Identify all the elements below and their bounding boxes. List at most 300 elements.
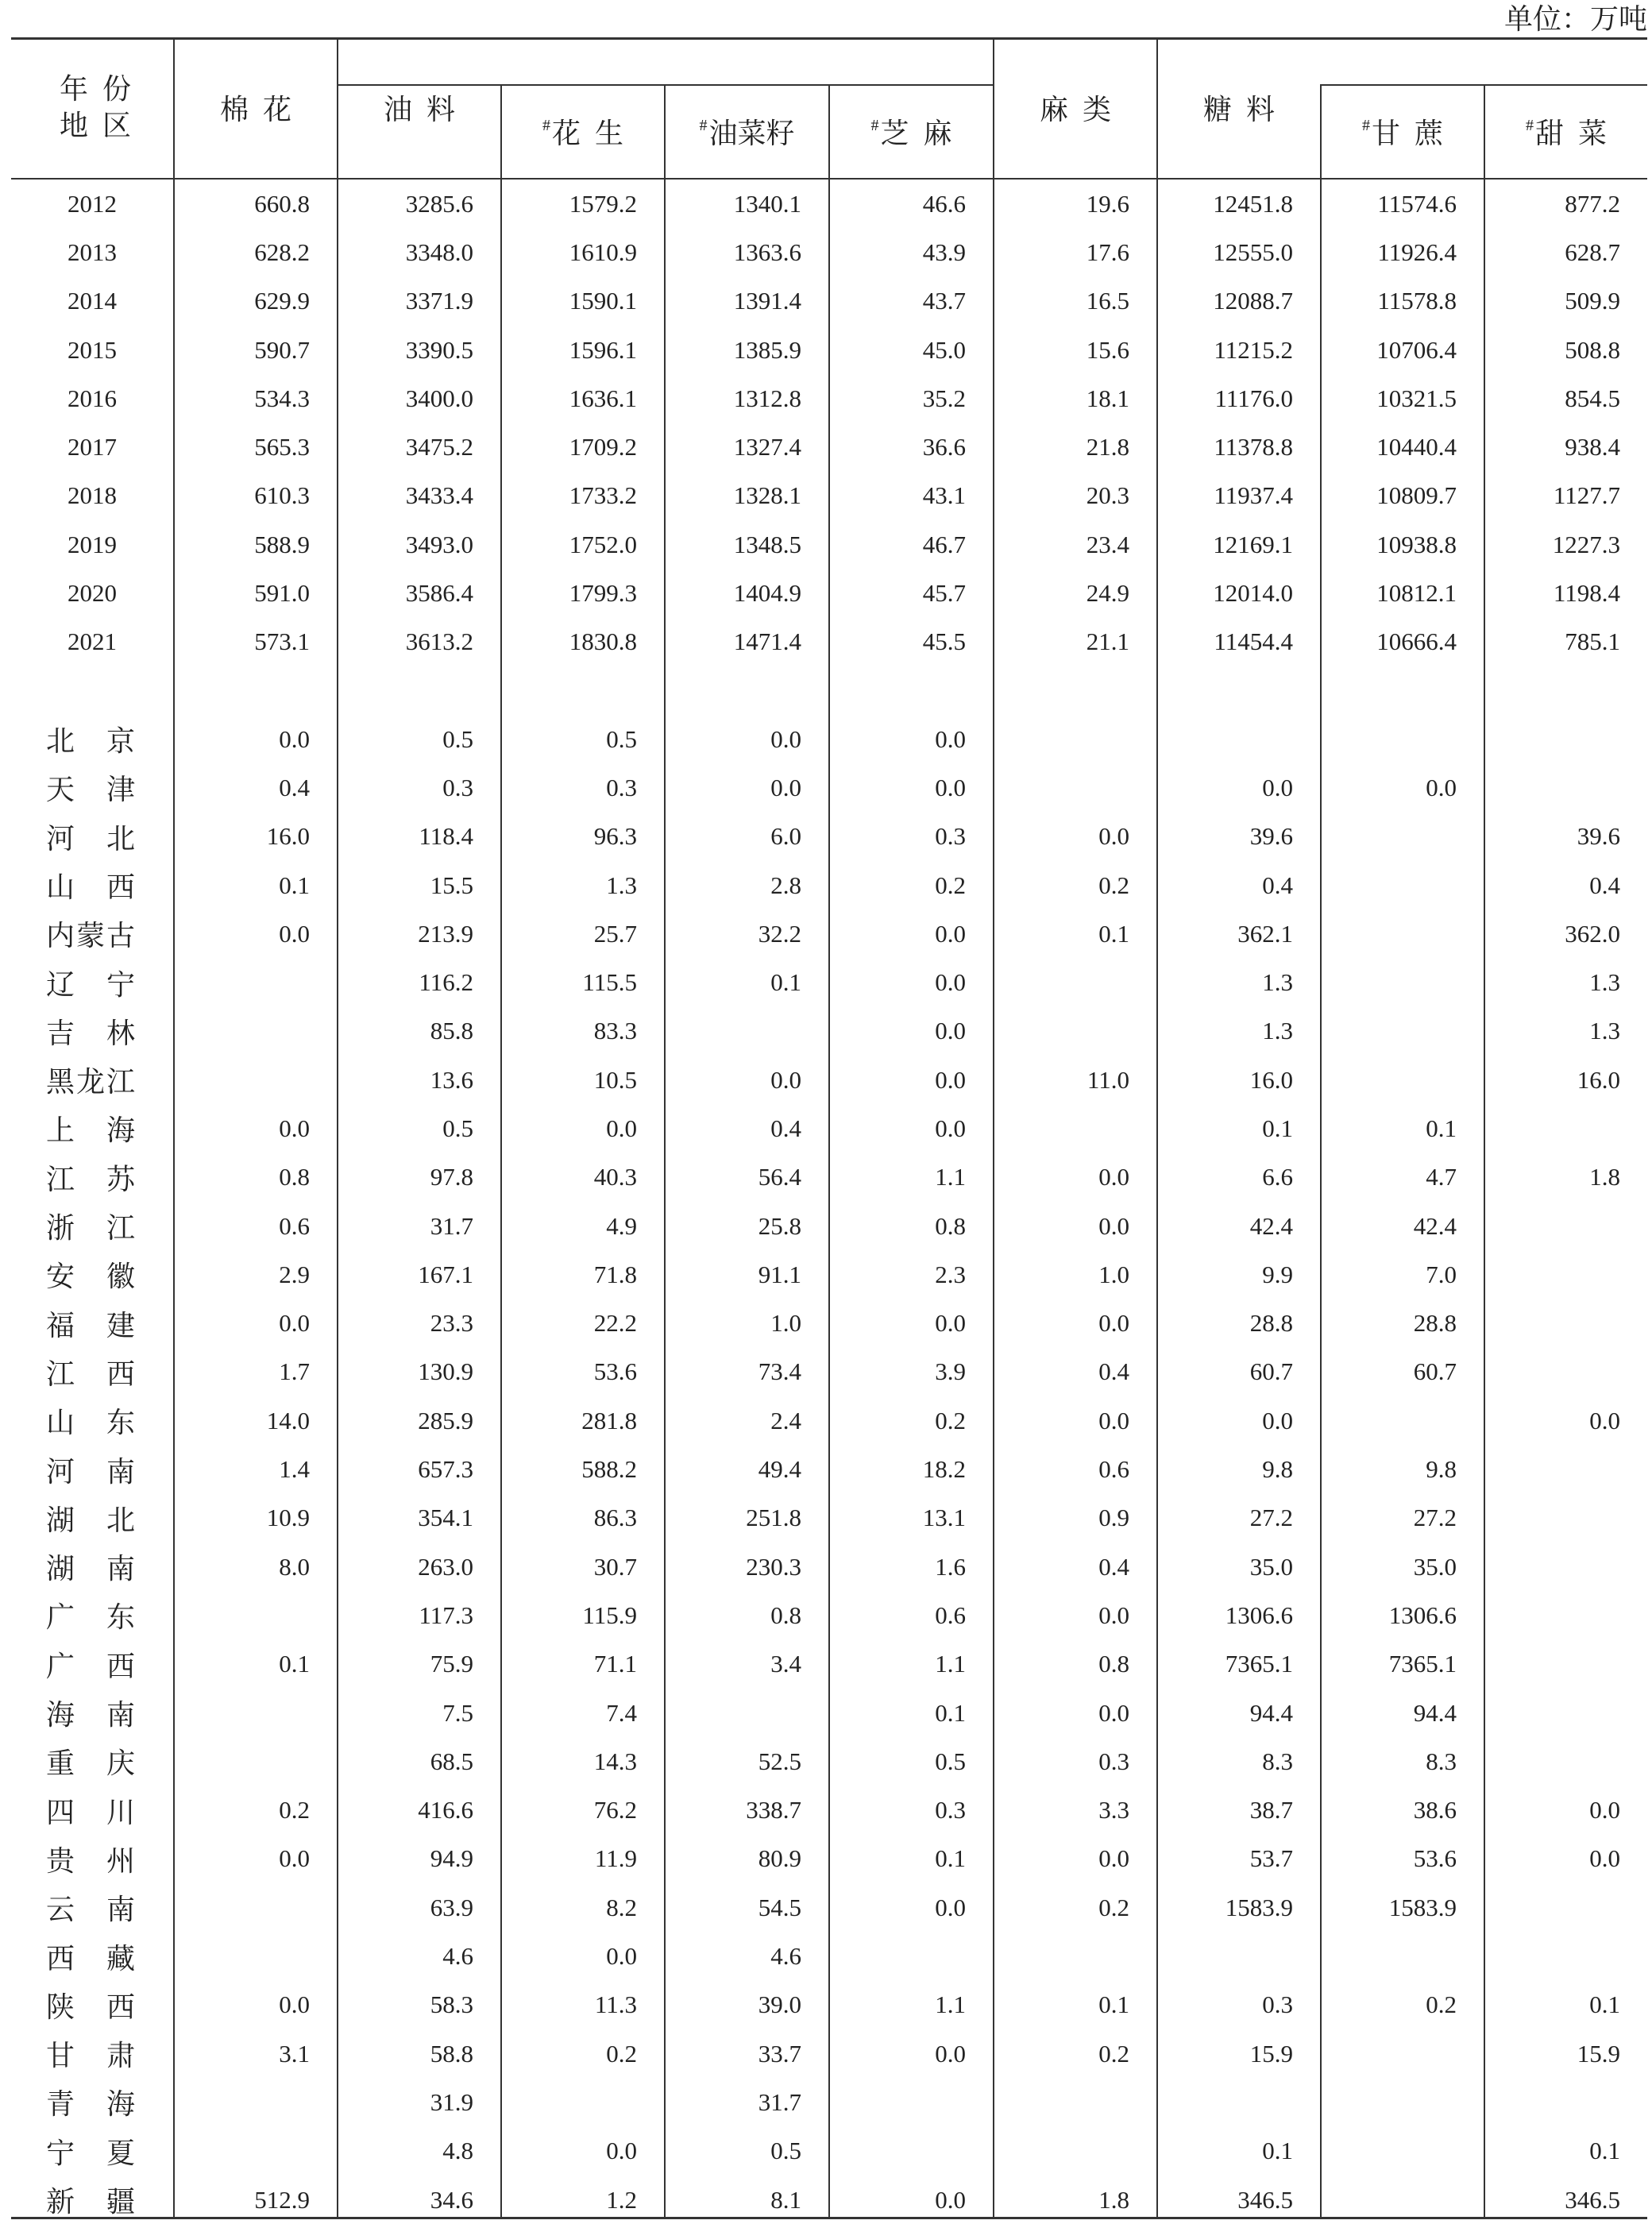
table-cell: 34.6 [430, 2185, 473, 2214]
table-cell: 213.9 [418, 919, 473, 948]
table-cell: 0.0 [1589, 1796, 1620, 1824]
table-cell: 10812.1 [1376, 579, 1457, 608]
table-cell: 54.5 [758, 1893, 801, 1921]
table-cell: 0.0 [770, 773, 801, 801]
region-name: 山西 [46, 871, 135, 903]
table-cell: 21.1 [1086, 627, 1129, 656]
table-cell: 3.4 [770, 1650, 801, 1678]
table-cell: 1.0 [1098, 1260, 1129, 1288]
region-label [11, 1104, 173, 1153]
region-label [11, 1153, 173, 1202]
table-cell: 362.0 [1565, 919, 1620, 948]
table-cell: 117.3 [419, 1600, 473, 1629]
table-cell: 3.3 [1098, 1796, 1129, 1824]
region-name: 安徽 [46, 1261, 135, 1293]
region-name: 青海 [46, 2088, 135, 2121]
table-cell: 23.3 [430, 1309, 473, 1338]
table-cell: 63.9 [430, 1893, 473, 1921]
table-cell: 115.5 [582, 968, 637, 997]
year-label: 2014 [68, 287, 117, 315]
table-cell: 0.0 [935, 2039, 966, 2068]
table-cell [664, 1689, 828, 1737]
table-cell [1156, 1932, 1320, 1980]
table-cell: 0.0 [935, 2185, 966, 2214]
table-cell: 3493.0 [405, 530, 473, 558]
table-cell [1320, 2078, 1484, 2126]
unit-label: 单位：万吨 [1503, 3, 1647, 35]
table-cell: 10.9 [266, 1504, 310, 1532]
table-cell: 1127.7 [1553, 481, 1620, 510]
table-cell: 1.8 [1098, 2185, 1129, 2214]
region-label [11, 1689, 173, 1737]
table-cell: 73.4 [758, 1357, 801, 1386]
table-cell [1484, 1202, 1647, 1250]
table-cell: 1312.8 [733, 384, 801, 412]
region-row [11, 1494, 1647, 1543]
table-cell: 15.5 [430, 871, 473, 899]
region-name: 上海 [46, 1114, 135, 1147]
table-cell: 0.0 [606, 2137, 637, 2165]
header-region-label: 地 区 [59, 110, 131, 141]
table-cell [1320, 909, 1484, 958]
table-cell: 1579.2 [569, 189, 637, 218]
table-cell: 15.9 [1577, 2039, 1620, 2068]
table-cell: 43.7 [922, 287, 966, 315]
region-label [11, 1056, 173, 1104]
table-cell: 0.8 [935, 1211, 966, 1240]
table-cell [173, 1056, 337, 1104]
table-cell: 573.1 [254, 627, 310, 656]
region-label [11, 861, 173, 909]
table-cell: 23.4 [1086, 530, 1129, 558]
table-cell: 0.0 [279, 1309, 310, 1338]
region-name: 湖北 [46, 1504, 135, 1536]
table-cell: 1404.9 [733, 579, 801, 608]
table-cell: 11926.4 [1377, 237, 1457, 266]
region-row [11, 1202, 1647, 1250]
table-cell: 2.8 [770, 871, 801, 899]
table-cell: 938.4 [1565, 433, 1620, 461]
table-cell: 60.7 [1413, 1357, 1457, 1386]
region-row [11, 2078, 1647, 2126]
table-cell: 281.8 [581, 1406, 637, 1434]
table-cell: 0.2 [935, 871, 966, 899]
table-cell: 0.1 [1098, 919, 1129, 948]
region-name: 江西 [46, 1357, 135, 1390]
table-cell: 115.9 [582, 1600, 637, 1629]
table-cell: 0.3 [442, 773, 473, 801]
table-cell: 7.4 [606, 1698, 637, 1727]
region-name: 重庆 [46, 1747, 135, 1780]
region-name: 四川 [46, 1796, 135, 1828]
region-label [11, 1007, 173, 1056]
table-cell: 11574.6 [1377, 189, 1457, 218]
region-label [11, 2029, 173, 2078]
table-cell: 1328.1 [733, 481, 801, 510]
table-cell: 1830.8 [569, 627, 637, 656]
table-cell [500, 2078, 664, 2126]
table-cell: 0.5 [770, 2137, 801, 2165]
table-cell: 785.1 [1565, 627, 1620, 656]
region-label [11, 1445, 173, 1493]
table-cell: 12014.0 [1213, 579, 1293, 608]
table-cell [993, 2078, 1156, 2126]
table-cell: 60.7 [1249, 1357, 1293, 1386]
table-cell: 1799.3 [569, 579, 637, 608]
table-cell [1320, 861, 1484, 909]
table-cell [993, 958, 1156, 1006]
region-name: 黑龙江 [46, 1066, 135, 1098]
region-label [11, 813, 173, 861]
table-cell: 31.7 [430, 1211, 473, 1240]
table-cell: 15.9 [1249, 2039, 1293, 2068]
header-sesame: #芝 麻 [870, 117, 952, 149]
region-name: 陕西 [46, 1990, 135, 2023]
bottom-rule [11, 2217, 1647, 2219]
table-cell: 27.2 [1249, 1504, 1293, 1532]
table-cell: 0.6 [935, 1600, 966, 1629]
table-cell: 17.6 [1086, 237, 1129, 266]
table-cell: 1.3 [606, 871, 637, 899]
year-row [11, 520, 1647, 569]
region-row [11, 1445, 1647, 1493]
table-cell: 362.1 [1237, 919, 1293, 948]
year-row [11, 618, 1647, 666]
table-cell: 38.7 [1249, 1796, 1293, 1824]
table-cell: 71.8 [593, 1260, 637, 1288]
table-cell: 3390.5 [405, 335, 473, 364]
table-cell: 0.4 [1098, 1357, 1129, 1386]
table-cell: 0.3 [1098, 1747, 1129, 1775]
table-cell: 660.8 [254, 189, 310, 218]
table-cell: 346.5 [1237, 2185, 1293, 2214]
table-cell: 22.2 [593, 1309, 637, 1338]
table-cell: 13.6 [430, 1065, 473, 1094]
hash-mark: # [1525, 117, 1534, 134]
table-cell: 0.0 [935, 1893, 966, 1921]
table-cell: 10.5 [593, 1065, 637, 1094]
region-row [11, 1396, 1647, 1445]
hash-mark: # [870, 117, 879, 134]
table-cell [1484, 1494, 1647, 1543]
table-cell: 0.8 [1098, 1650, 1129, 1678]
table-cell: 1583.9 [1388, 1893, 1457, 1921]
table-cell: 9.9 [1262, 1260, 1293, 1288]
table-cell: 35.2 [922, 384, 966, 412]
table-cell: 1198.4 [1553, 579, 1620, 608]
table-cell: 1636.1 [569, 384, 637, 412]
table-cell: 346.5 [1565, 2185, 1620, 2214]
table-cell: 416.6 [418, 1796, 473, 1824]
table-cell: 7365.1 [1388, 1650, 1457, 1678]
table-cell: 0.8 [770, 1600, 801, 1629]
table-cell: 0.2 [1098, 871, 1129, 899]
table-cell: 45.5 [922, 627, 966, 656]
table-cell: 53.6 [593, 1357, 637, 1386]
table-cell: 0.0 [1098, 822, 1129, 851]
table-cell: 71.1 [593, 1650, 637, 1678]
region-row [11, 1737, 1647, 1786]
region-label [11, 763, 173, 812]
table-cell: 12088.7 [1213, 287, 1293, 315]
table-cell: 1733.2 [569, 481, 637, 510]
table-cell: 46.6 [922, 189, 966, 218]
region-row [11, 1932, 1647, 1980]
table-cell [1484, 1640, 1647, 1689]
table-cell: 0.0 [1098, 1698, 1129, 1727]
table-cell: 0.0 [1262, 1406, 1293, 1434]
table-cell: 0.6 [279, 1211, 310, 1240]
table-cell: 3613.2 [405, 627, 473, 656]
table-cell [993, 1932, 1156, 1980]
year-row [11, 374, 1647, 423]
table-cell: 25.8 [758, 1211, 801, 1240]
table-cell: 38.6 [1413, 1796, 1457, 1824]
region-name: 云南 [46, 1894, 135, 1926]
table-cell: 0.0 [935, 724, 966, 753]
year-label: 2016 [68, 384, 117, 412]
table-cell: 0.0 [279, 1990, 310, 2019]
table-cell: 1.3 [1262, 1017, 1293, 1045]
table-cell: 7365.1 [1225, 1650, 1293, 1678]
table-cell: 11.9 [594, 1844, 637, 1873]
table-cell: 4.7 [1426, 1163, 1457, 1191]
table-cell: 76.2 [593, 1796, 637, 1824]
table-cell: 8.3 [1426, 1747, 1457, 1775]
region-row [11, 909, 1647, 958]
region-name: 辽宁 [46, 968, 135, 1001]
region-name: 天津 [46, 774, 135, 806]
header-hemp: 麻 类 [1039, 94, 1111, 125]
table-cell: 13.1 [922, 1504, 966, 1532]
table-body [11, 180, 1647, 2224]
table-cell: 4.8 [442, 2137, 473, 2165]
table-cell: 40.3 [593, 1163, 637, 1191]
table-cell: 0.2 [606, 2039, 637, 2068]
table-cell [1484, 763, 1647, 812]
table-cell: 116.2 [419, 968, 473, 997]
table-cell: 0.5 [606, 724, 637, 753]
table-cell: 39.0 [758, 1990, 801, 2019]
table-cell [1320, 1396, 1484, 1445]
table-cell: 1752.0 [569, 530, 637, 558]
table-cell: 1385.9 [733, 335, 801, 364]
table-cell: 0.5 [935, 1747, 966, 1775]
table-cell: 3433.4 [405, 481, 473, 510]
table-cell: 6.0 [770, 822, 801, 851]
table-cell: 0.0 [606, 1114, 637, 1142]
region-row [11, 1835, 1647, 1883]
region-label [11, 1640, 173, 1689]
region-label [11, 1543, 173, 1591]
year-label: 2013 [68, 237, 117, 266]
header-year-label: 年 份 [59, 73, 131, 105]
table-cell [1320, 1056, 1484, 1104]
table-cell: 0.1 [279, 871, 310, 899]
table-cell: 53.7 [1249, 1844, 1293, 1873]
table-cell: 12555.0 [1213, 237, 1293, 266]
region-row [11, 1153, 1647, 1202]
region-row [11, 1591, 1647, 1639]
year-label: 2015 [68, 335, 117, 364]
table-cell [173, 1737, 337, 1786]
year-label: 2012 [68, 189, 117, 218]
table-cell: 657.3 [418, 1455, 473, 1484]
table-cell [993, 763, 1156, 812]
table-cell [993, 1104, 1156, 1153]
table-cell [828, 2078, 993, 2126]
table-cell: 0.1 [1098, 1990, 1129, 2019]
table-cell: 3285.6 [405, 189, 473, 218]
table-cell: 0.0 [935, 1065, 966, 1094]
year-label: 2019 [68, 530, 117, 558]
table-cell: 130.9 [418, 1357, 473, 1386]
region-name: 湖南 [46, 1553, 135, 1585]
table-cell: 8.1 [770, 2185, 801, 2214]
table-cell: 877.2 [1565, 189, 1620, 218]
table-cell: 0.1 [1589, 1990, 1620, 2019]
table-cell: 1.6 [935, 1552, 966, 1581]
table-cell: 1709.2 [569, 433, 637, 461]
region-label [11, 715, 173, 763]
table-cell: 94.9 [430, 1844, 473, 1873]
region-name: 广东 [46, 1601, 135, 1634]
table-cell: 0.1 [1262, 1114, 1293, 1142]
table-cell: 46.7 [922, 530, 966, 558]
table-cell: 36.6 [922, 433, 966, 461]
table-cell: 58.3 [430, 1990, 473, 2019]
year-row [11, 472, 1647, 520]
table-cell: 0.1 [1426, 1114, 1457, 1142]
table-cell [1484, 1445, 1647, 1493]
table-cell: 94.4 [1249, 1698, 1293, 1727]
table-cell: 42.4 [1413, 1211, 1457, 1240]
table-cell: 7.0 [1426, 1260, 1457, 1288]
hash-mark: # [1361, 117, 1370, 134]
table-cell: 1340.1 [733, 189, 801, 218]
table-cell: 75.9 [430, 1650, 473, 1678]
table-cell: 0.3 [1262, 1990, 1293, 2019]
region-row [11, 1883, 1647, 1932]
table-cell: 0.1 [935, 1698, 966, 1727]
table-cell: 28.8 [1249, 1309, 1293, 1338]
top-rule [11, 37, 1647, 40]
table-cell: 4.6 [442, 1942, 473, 1971]
region-label [11, 2127, 173, 2176]
region-name: 北京 [46, 725, 135, 758]
table-cell: 0.0 [1589, 1844, 1620, 1873]
header-oil: 油 料 [383, 94, 455, 125]
table-cell: 1610.9 [569, 237, 637, 266]
year-row [11, 326, 1647, 374]
table-cell: 58.8 [430, 2039, 473, 2068]
table-cell: 10321.5 [1376, 384, 1457, 412]
table-cell: 0.3 [935, 1796, 966, 1824]
table-cell: 45.7 [922, 579, 966, 608]
table-cell: 1348.5 [733, 530, 801, 558]
table-cell: 3.9 [935, 1357, 966, 1386]
region-name: 山东 [46, 1407, 135, 1439]
region-row [11, 1640, 1647, 1689]
table-cell: 1306.6 [1225, 1600, 1293, 1629]
region-row [11, 958, 1647, 1006]
table-cell: 11454.4 [1214, 627, 1293, 656]
year-label: 2017 [68, 433, 117, 461]
table-cell: 42.4 [1249, 1211, 1293, 1240]
table-cell: 0.0 [606, 1942, 637, 1971]
table-cell: 0.4 [770, 1114, 801, 1142]
table-cell: 10809.7 [1376, 481, 1457, 510]
table-cell: 285.9 [418, 1406, 473, 1434]
region-name: 新疆 [46, 2186, 135, 2218]
region-row [11, 1007, 1647, 1056]
table-cell: 1.4 [279, 1455, 310, 1484]
region-name: 海南 [46, 1699, 135, 1732]
table-cell: 11176.0 [1214, 384, 1293, 412]
table-cell: 0.1 [279, 1650, 310, 1678]
table-cell [1320, 1932, 1484, 1980]
table-cell: 49.4 [758, 1455, 801, 1484]
table-cell: 118.4 [419, 822, 473, 851]
region-name: 浙江 [46, 1212, 135, 1245]
header-cotton: 棉 花 [219, 94, 291, 125]
table-cell: 0.0 [1426, 773, 1457, 801]
year-label: 2020 [68, 579, 117, 608]
table-cell: 19.6 [1086, 189, 1129, 218]
table-cell [1484, 2078, 1647, 2126]
table-cell: 167.1 [418, 1260, 473, 1288]
table-cell: 610.3 [254, 481, 310, 510]
region-label [11, 1494, 173, 1543]
table-cell: 16.5 [1086, 287, 1129, 315]
table-cell: 0.2 [279, 1796, 310, 1824]
region-label [11, 2078, 173, 2126]
header-rapeseed: #油菜籽 [699, 117, 795, 149]
region-label [11, 1786, 173, 1835]
table-cell: 21.8 [1086, 433, 1129, 461]
header-beet: #甜 菜 [1525, 117, 1607, 149]
table-cell: 0.1 [1589, 2137, 1620, 2165]
region-name: 宁夏 [46, 2137, 135, 2169]
table-cell: 14.3 [593, 1747, 637, 1775]
table-cell [173, 1591, 337, 1639]
region-name: 江苏 [46, 1163, 135, 1195]
region-label [11, 1883, 173, 1932]
table-cell: 0.0 [935, 1017, 966, 1045]
region-name: 甘肃 [46, 2040, 135, 2072]
table-cell [173, 2127, 337, 2176]
table-cell: 0.0 [1098, 1211, 1129, 1240]
table-cell [1156, 715, 1320, 763]
table-cell: 588.2 [581, 1455, 637, 1484]
region-row [11, 1250, 1647, 1299]
table-cell: 0.1 [1262, 2137, 1293, 2165]
table-cell: 2.4 [770, 1406, 801, 1434]
table-cell: 0.4 [1098, 1552, 1129, 1581]
table-cell: 31.9 [430, 2087, 473, 2116]
table-cell: 52.5 [758, 1747, 801, 1775]
table-cell: 1.1 [935, 1990, 966, 2019]
region-name: 西藏 [46, 1942, 135, 1975]
table-cell: 43.9 [922, 237, 966, 266]
table-cell: 0.0 [935, 1309, 966, 1338]
table-cell [828, 2127, 993, 2176]
table-cell: 0.2 [1426, 1990, 1457, 2019]
table-cell: 0.6 [1098, 1455, 1129, 1484]
region-row [11, 1104, 1647, 1153]
table-cell: 10706.4 [1376, 335, 1457, 364]
table-cell: 1227.3 [1552, 530, 1620, 558]
